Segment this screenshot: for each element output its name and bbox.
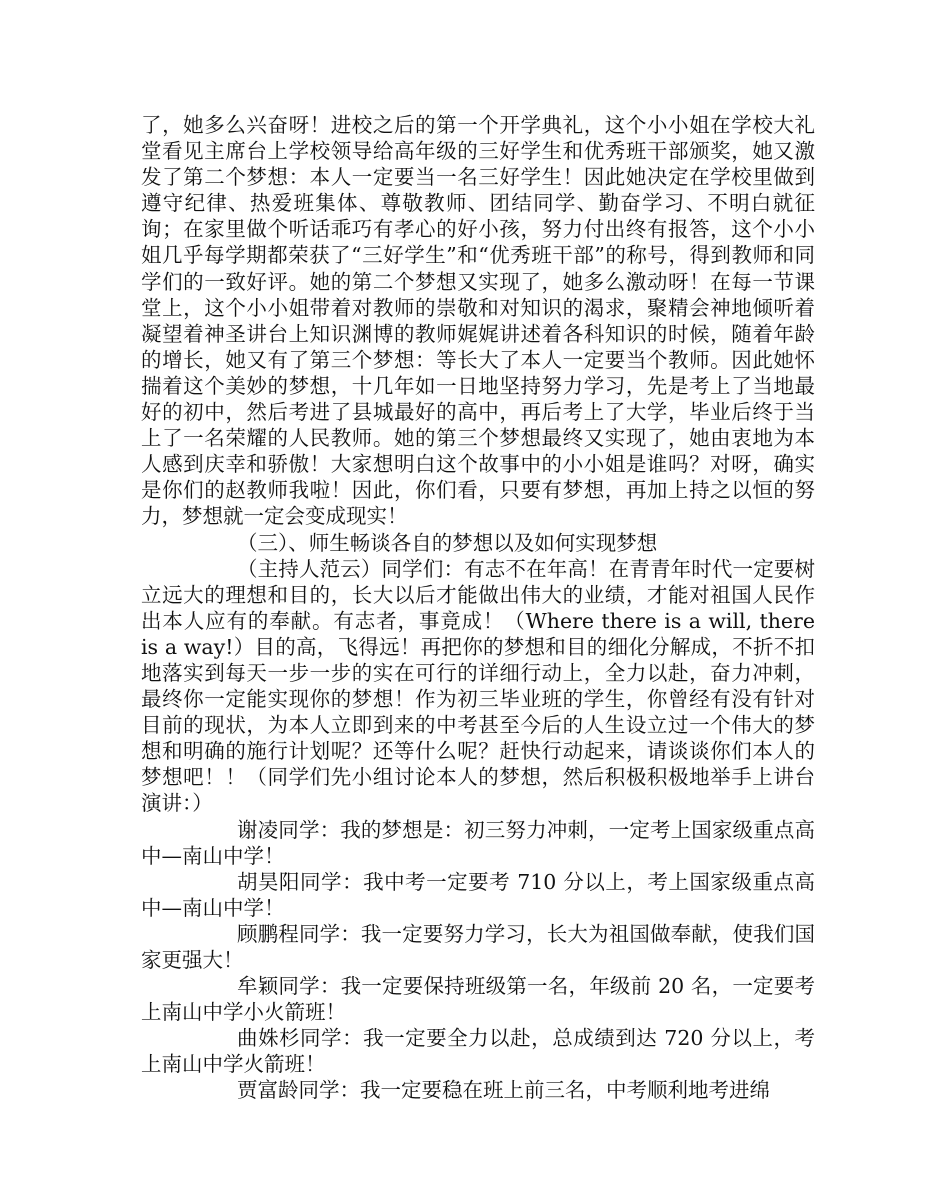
student-speech-mou-ying: 牟颖同学：我一定要保持班级第一名，年级前 20 名，一定要考上南山中学小火箭班！ [141, 974, 815, 1025]
document-page [141, 112, 815, 1104]
host-speech-paragraph: （主持人范云）同学们：有志不在年高！在青青年时代一定要树立远大的理想和目的，长大以后才能做出伟大的业绩，才能对祖国人民作出本人应有的奉献。有志者，事竟成！（Where there is a will, there is a way!）目的高，飞得远！再把你的梦想和目的细化分解成，不折不扣地落实到每天一步一步的实在可行的详细行动上，全力以赴，奋力冲刺，最终你一定能实现你的梦想！作为初三毕业班的学生，你曾经有没有针对目前的现状，为本人立即到来的中考甚至今后的人生设立过一个伟大的梦想和明确的施行计划呢？还等什么呢？赶快行动起来，请谈谈你们本人的梦想吧！！（同学们先小组讨论本人的梦想，然后积极积极地举手上讲台演讲：） [141, 556, 815, 816]
student-speech-qu-shushan: 曲姝杉同学：我一定要全力以赴，总成绩到达 720 分以上，考上南山中学火箭班！ [141, 1026, 815, 1077]
story-paragraph: 了，她多么兴奋呀！进校之后的第一个开学典礼，这个小小姐在学校大礼堂看见主席台上学校领导给高年级的三好学生和优秀班干部颁奖，她又激发了第二个梦想：本人一定要当一名三好学生！因此她决定在学校里做到遵守纪律、热爱班集体、尊敬教师、团结同学、勤奋学习、不明白就征询；在家里做个听话乖巧有孝心的好小孩，努力付出终有报答，这个小小姐几乎每学期都荣获了“三好学生”和“优秀班干部”的称号，得到教师和同学们的一致好评。她的第二个梦想又实现了，她多么激动呀！在每一节课堂上，这个小小姐带着对教师的崇敬和对知识的渴求，聚精会神地倾听着凝望着神圣讲台上知识渊博的教师娓娓讲述着各科知识的时候，随着年龄的增长，她又有了第三个梦想：等长大了本人一定要当个教师。因此她怀揣着这个美妙的梦想，十几年如一日地坚持努力学习，先是考上了当地最好的初中，然后考进了县城最好的高中，再后考上了大学，毕业后终于当上了一名荣耀的人民教师。她的第三个梦想最终又实现了，她由衷地为本人感到庆幸和骄傲！大家想明白这个故事中的小小姐是谁吗？对呀，确实是你们的赵教师我啦！因此，你们看，只要有梦想，再加上持之以恒的努力，梦想就一定会变成现实！ [141, 113, 815, 529]
student-speech-hu-haoyang: 胡昊阳同学：我中考一定要考 710 分以上，考上国家级重点高中—南山中学！ [141, 869, 815, 920]
student-speech-xie-ling: 谢凌同学：我的梦想是：初三努力冲刺，一定考上国家级重点高中—南山中学！ [141, 817, 815, 868]
student-speech-jia-fuling: 贾富龄同学：我一定要稳在班上前三名，中考顺利地考进绵 [237, 1078, 770, 1103]
student-speech-gu-pengcheng: 顾鹏程同学：我一定要努力学习，长大为祖国做奉献，使我们国家更强大！ [141, 921, 815, 972]
section-heading: （三）、师生畅谈各自的梦想以及如何实现梦想 [237, 530, 658, 555]
